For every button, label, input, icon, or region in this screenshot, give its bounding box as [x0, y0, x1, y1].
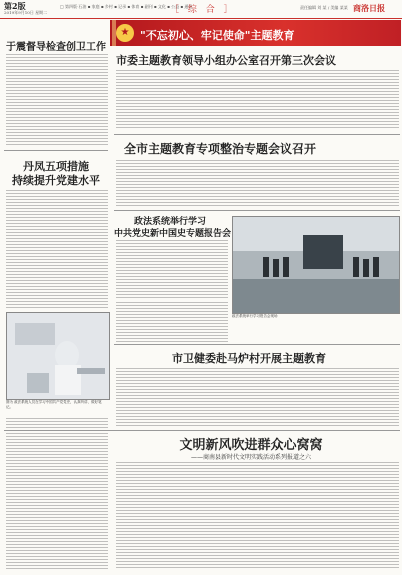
article7-body: [116, 462, 399, 570]
lab-photo-illustration: [7, 313, 109, 399]
article2-title-line1: 丹凤五项措施: [23, 160, 89, 173]
article4-title: 全市主题教育专项整治专题会议召开: [124, 142, 317, 156]
banner-text: "不忘初心、牢记使命"主题教育: [140, 29, 295, 42]
article1-title: 于震督导检查创卫工作: [6, 42, 106, 53]
article6-body: [116, 368, 399, 426]
article7-title: 文明新风吹进群众心窝窝: [179, 438, 323, 453]
photo-lab: [6, 312, 110, 400]
divider: [114, 344, 400, 345]
meeting-photo-illustration: [233, 217, 399, 313]
page-number: 第2版: [4, 1, 26, 11]
photo1-caption: 图为 政法系统人员在学习中国共产党党史，认真听讲、做好笔记。: [6, 400, 102, 409]
header-links: □ 第四版·石油 ▪ 家庭 ▪ 乡村 ▪ 记录 ▪ 体育 ▪ 副刊 ▪ 文化 ▪ 公益 ▪ 通讯: [60, 4, 193, 9]
article3-body: [116, 70, 399, 130]
newspaper-logo: 商洛日报: [353, 4, 385, 13]
article3-title: 市委主题教育领导小组办公室召开第三次会议: [116, 54, 336, 67]
article2-body: [6, 190, 108, 308]
divider: [4, 430, 400, 431]
article5-body: [116, 240, 228, 300]
article7-subtitle: ——商南县新时代文明实践活动系列报道之六: [190, 454, 311, 461]
photo-meeting: [232, 216, 400, 314]
section-title: ［ 综 合 ］: [170, 5, 236, 15]
editor-credit: 责任编辑 刘 某 / 美编 某某: [300, 5, 348, 10]
article2-title-line2: 持续提升党建水平: [12, 174, 100, 187]
divider: [114, 134, 400, 135]
photo2-caption: 政法系统举行学习报告会现场: [232, 314, 278, 318]
article5-title-line2: 中共党史新中国史专题报告会: [114, 229, 232, 239]
article5-body-cont: [116, 302, 228, 342]
left-column-body: [6, 418, 108, 570]
issue-date: 2019年9月10日 星期二: [4, 10, 48, 15]
article6-title: 市卫健委赴马炉村开展主题教育: [172, 352, 326, 365]
divider: [4, 150, 108, 151]
divider: [114, 210, 400, 211]
party-emblem-icon: ★: [116, 24, 134, 42]
article1-body: [6, 54, 108, 146]
article4-body: [116, 160, 399, 206]
article5-title-line1: 政法系统举行学习: [133, 217, 206, 227]
